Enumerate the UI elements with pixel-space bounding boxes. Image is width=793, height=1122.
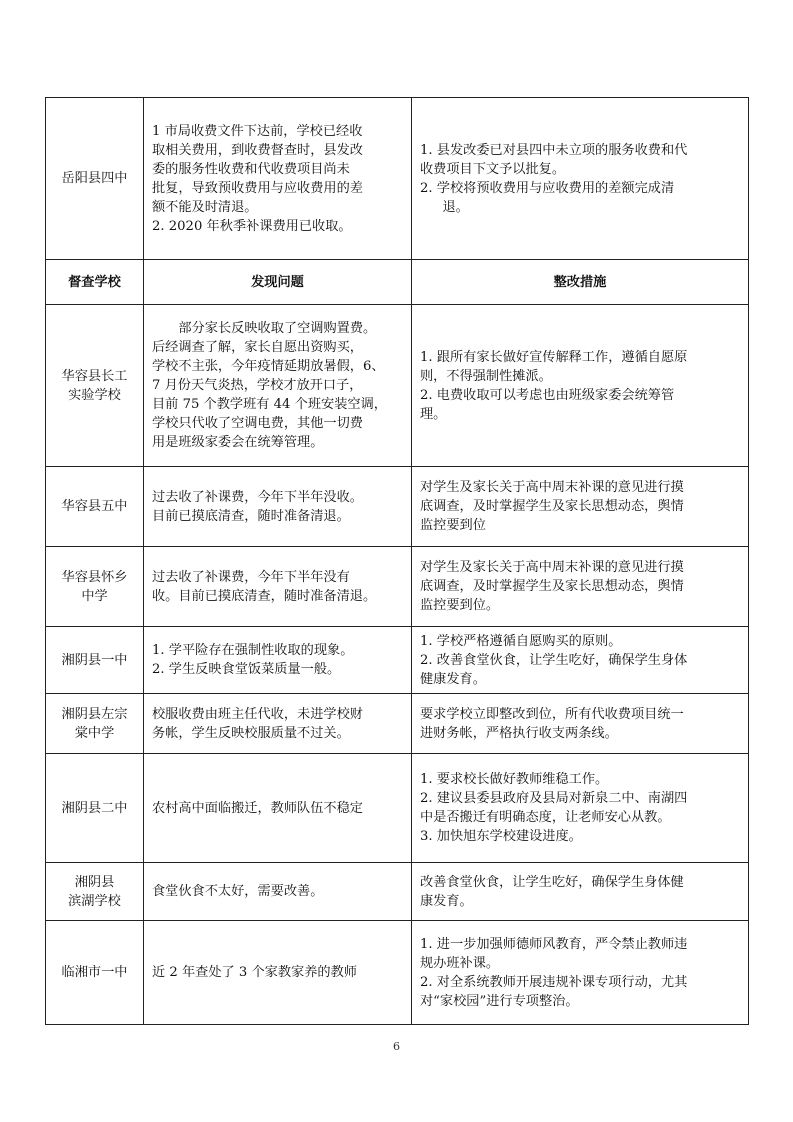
issues-cell: 部分家长反映收取了空调购置费。 后经调查了解，家长自愿出资购买， 学校不主张，今年疫情延期放暑假，6、 7 月份天气炎热，学校才放开口子， 目前 75 个教学班有 44 个班安装空调， 学校只代收了空调电费，其他一切费 用是班级家委会在统筹管理。	[144, 305, 412, 467]
measures-cell: 1. 跟所有家长做好宣传解释工作，遵循自愿原 则，不得强制性摊派。 2. 电费收取可以考虑也由班级家委会统筹管 理。	[412, 305, 749, 467]
table-row	[46, 921, 749, 1025]
table-row	[46, 467, 749, 547]
issues-cell: 校服收费由班主任代收，未进学校财 务帐，学生反映校服质量不过关。	[144, 694, 412, 754]
table-row	[46, 754, 749, 863]
table-row	[46, 98, 749, 260]
inspection-table	[45, 97, 749, 1025]
school-cell: 临湘市一中	[46, 921, 144, 1025]
table-row	[46, 627, 749, 694]
issues-cell: 近 2 年查处了 3 个家教家养的教师	[144, 921, 412, 1025]
issues-cell: 1. 学平险存在强制性收取的现象。 2. 学生反映食堂饭菜质量一般。	[144, 627, 412, 694]
measures-cell: 对学生及家长关于高中周末补课的意见进行摸 底调查，及时掌握学生及家长思想动态，舆情 监控要到位。	[412, 547, 749, 627]
issues-cell: 过去收了补课费，今年下半年没有 收。目前已摸底清查，随时准备清退。	[144, 547, 412, 627]
issues-cell: 食堂伙食不太好，需要改善。	[144, 863, 412, 921]
header-measures: 整改措施	[412, 260, 749, 305]
table-row	[46, 305, 749, 467]
issues-cell: 过去收了补课费，今年下半年没收。 目前已摸底清查，随时准备清退。	[144, 467, 412, 547]
table-row	[46, 694, 749, 754]
school-cell: 华容县怀乡 中学	[46, 547, 144, 627]
header-issues: 发现问题	[144, 260, 412, 305]
table-row	[46, 547, 749, 627]
measures-cell: 1. 进一步加强师德师风教育，严令禁止教师违 规办班补课。 2. 对全系统教师开展违规补课专项行动，尤其 对“家校园”进行专项整治。	[412, 921, 749, 1025]
school-cell: 华容县五中	[46, 467, 144, 547]
measures-cell: 要求学校立即整改到位，所有代收费项目统一 进财务帐，严格执行收支两条线。	[412, 694, 749, 754]
school-cell: 湘阴县一中	[46, 627, 144, 694]
school-cell: 湘阴县 滨湖学校	[46, 863, 144, 921]
table-row	[46, 863, 749, 921]
measures-cell: 1. 学校严格遵循自愿购买的原则。 2. 改善食堂伙食，让学生吃好，确保学生身体 健康发育。	[412, 627, 749, 694]
school-cell: 岳阳县四中	[46, 98, 144, 260]
measures-cell: 1. 要求校长做好教师维稳工作。 2. 建议县委县政府及县局对新泉二中、南湖四 中是否搬迁有明确态度，让老师安心从教。 3. 加快旭东学校建设进度。	[412, 754, 749, 863]
school-cell: 华容县长工 实验学校	[46, 305, 144, 467]
measures-cell: 改善食堂伙食，让学生吃好，确保学生身体健 康发育。	[412, 863, 749, 921]
issues-cell: 1 市局收费文件下达前，学校已经收 取相关费用，到收费督查时，县发改 委的服务性收费和代收费项目尚未 批复，导致预收费用与应收费用的差 额不能及时清退。 2. 2020 年秋季补课费用已收取。	[144, 98, 412, 260]
issues-cell: 农村高中面临搬迁，教师队伍不稳定	[144, 754, 412, 863]
school-cell: 湘阴县二中	[46, 754, 144, 863]
measures-cell: 1. 县发改委已对县四中未立项的服务收费和代 收费项目下文予以批复。 2. 学校将预收费用与应收费用的差额完成清 退。	[412, 98, 749, 260]
school-cell: 湘阴县左宗 棠中学	[46, 694, 144, 754]
measures-cell: 对学生及家长关于高中周末补课的意见进行摸 底调查，及时掌握学生及家长思想动态，舆情 监控要到位	[412, 467, 749, 547]
table-header-row	[46, 260, 749, 305]
header-school: 督查学校	[46, 260, 144, 305]
page-number: 6	[393, 1040, 400, 1053]
